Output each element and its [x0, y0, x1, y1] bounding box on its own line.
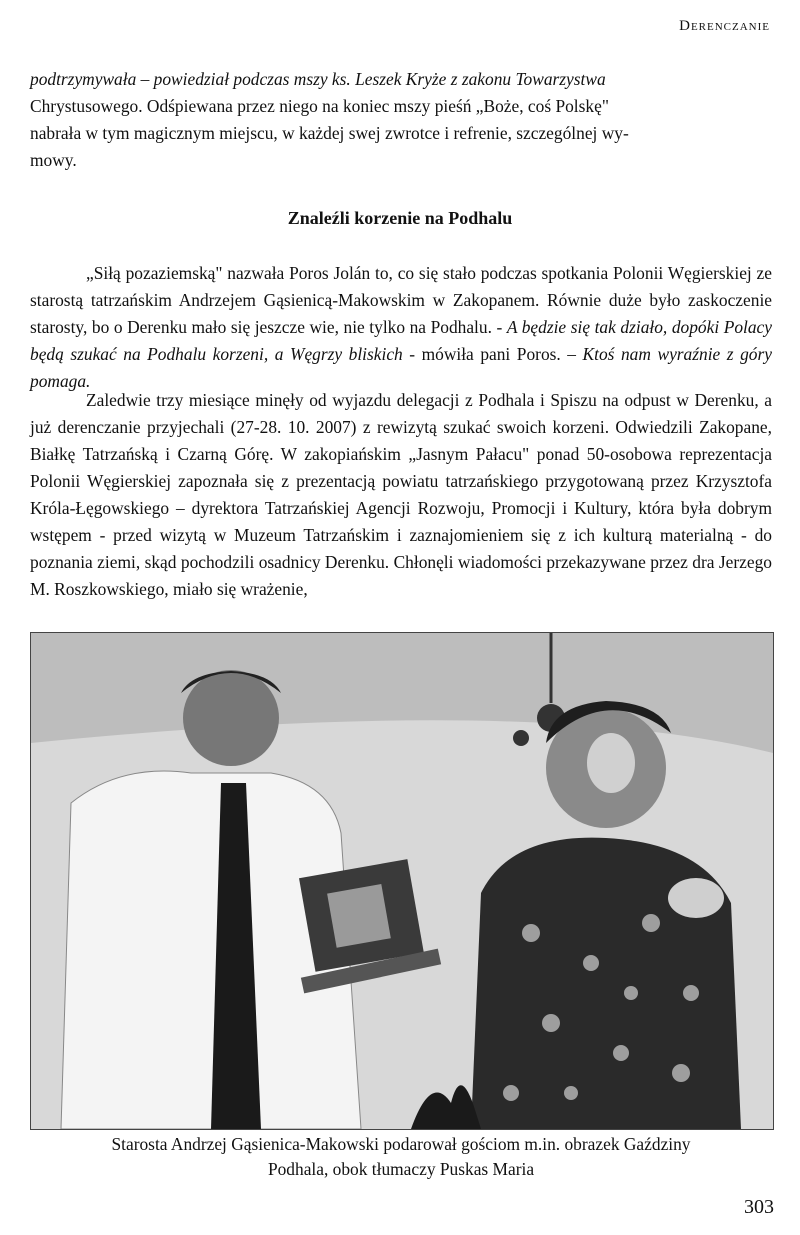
running-header: Derenczanie: [679, 18, 770, 34]
intro-line: nabrała w tym magicznym miejscu, w każdej swej zwrotce i refrenie, szczególnej wy-: [30, 123, 629, 143]
photo-illustration: [31, 633, 773, 1129]
page-number: 303: [744, 1196, 774, 1218]
intro-paragraph: [30, 66, 772, 174]
section-paragraph-1: [30, 260, 772, 395]
quote-text: Ktoś nam wyraźnie z góry pomaga.: [30, 344, 772, 391]
photo-caption: [30, 1132, 772, 1182]
intro-line: Chrystusowego. Odśpiewana przez niego na koniec mszy pieśń „Boże, coś Polskę": [30, 96, 609, 116]
photo: [30, 632, 774, 1130]
intro-line: mowy.: [30, 150, 77, 170]
caption-line: Starosta Andrzej Gąsienica-Makowski podarował gościom m.in. obrazek Gaździny: [111, 1134, 691, 1154]
section-paragraph-2: Zaledwie trzy miesiące minęły od wyjazdu delegacji z Podhala i Spiszu na odpust w Derenku, a już derenczanie przyjechali (27-28. 10. 2007) z rewizytą szukać swoich korzeni. Odwiedzili Zakopane, Białkę Tatrzańską i Czarną Górę. W zakopiańskim „Jasnym Pałacu" ponad 50-osobowa reprezentacja Polonii Węgierskiej zapoznała się z prezentacją powiatu tatrzańskiego przygotowaną przez Krzysztofa Króla-Łęgowskiego – dyrektora Tatrzańskiej Agencji Rozwoju, Promocji i Kultury, która była dobrym wstępem - przed wizytą w Muzeum Tatrzańskim i zaznajomieniem się z ich kulturą materialną - do poznania ziemi, skąd pochodzili osadnicy Derenku. Chłonęli wiadomości przekazywane przez dra Jerzego M. Roszkowskiego, miało się wrażenie,: [30, 390, 772, 599]
intro-line: podtrzymywała – powiedział podczas mszy ks. Leszek Kryże z zakonu Towarzystwa: [30, 69, 606, 89]
quote-text: A będzie się tak działo, dopóki Polacy będą szukać na Podhalu korzeni, a Węgrzy bliskich: [30, 317, 772, 364]
paragraph-text: „Siłą pozaziemską" nazwała Poros Jolán to, co się stało podczas spotkania Polonii Węgierskiej ze starostą tatrzańskim Andrzejem Gąsienicą-Makowskim w Zakopanem. Równie duże było zaskoczenie starosty, bo o Derenku mało się jeszcze wie, nie tylko na Podhalu. -: [30, 263, 772, 337]
paragraph-text: - mówiła pani Poros. –: [402, 344, 583, 364]
caption-line: Podhala, obok tłumaczy Puskas Maria: [267, 1159, 535, 1179]
section-heading: Znaleźli korzenie na Podhalu: [287, 208, 513, 228]
